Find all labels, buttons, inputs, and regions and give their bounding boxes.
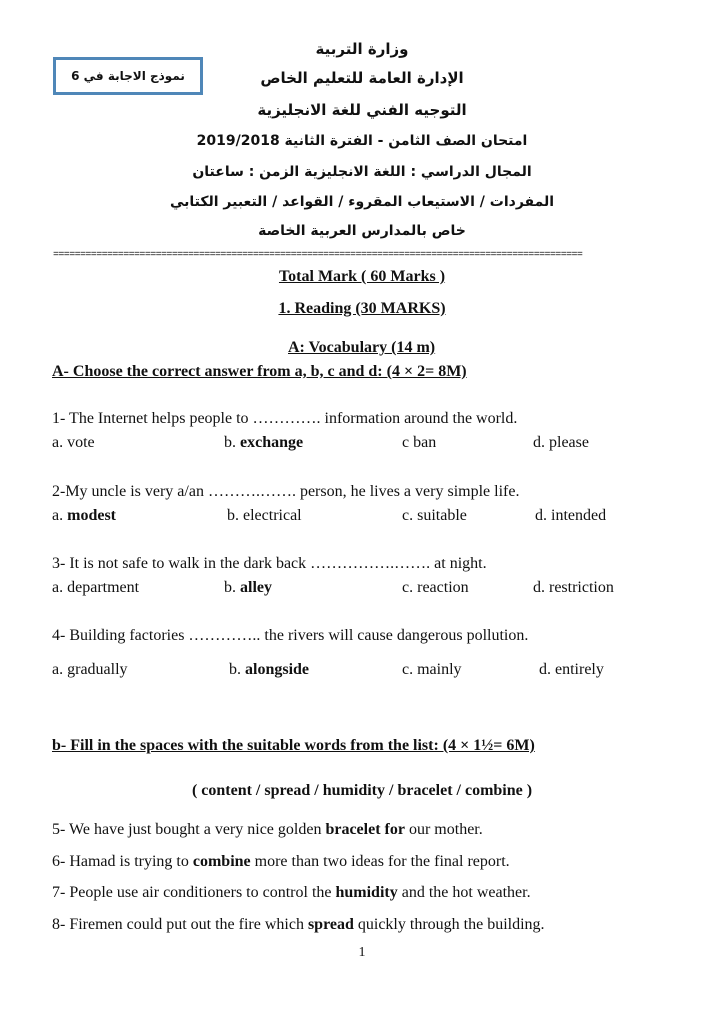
option-d — [539, 661, 604, 679]
page-number: 1 — [358, 945, 366, 960]
word-list: ( content / spread / humidity / bracelet / combine ) — [191, 782, 533, 799]
option-word: alley — [240, 579, 272, 596]
option-letter: d. — [533, 434, 549, 451]
option-letter: a. — [52, 661, 68, 678]
option-word: entirely — [555, 661, 604, 678]
question-stem: 1- The Internet helps people to …………. information around the world. — [52, 410, 518, 427]
option-word: electrical — [243, 507, 302, 524]
option-word: suitable — [417, 507, 467, 524]
sentence-text: 8- Firemen could put out the fire which — [52, 916, 308, 933]
sentence-text: more than two ideas for the final report. — [250, 853, 510, 870]
administration-title: الإدارة العامة للتعليم الخاص — [260, 69, 464, 87]
option-c — [402, 661, 462, 679]
option-word: please — [549, 434, 589, 451]
option-word: modest — [67, 507, 116, 524]
sentence-answer: bracelet for — [325, 821, 405, 838]
question-stem: 4- Building factories ………….. the rivers will cause dangerous pollution. — [52, 627, 529, 644]
option-letter: c. — [402, 579, 418, 596]
option-word: gradually — [67, 661, 128, 678]
option-letter: d. — [533, 579, 549, 596]
option-c — [402, 434, 436, 452]
option-letter: b. — [224, 434, 240, 451]
option-b — [229, 661, 309, 679]
sentence-text: 6- Hamad is trying to — [52, 853, 193, 870]
option-word: exchange — [240, 434, 304, 451]
skills-line: المفردات / الاستيعاب المقروء / القواعد / التعبير الكتابي — [169, 194, 555, 210]
sentence-answer: spread — [307, 916, 354, 933]
sentence-answer: combine — [192, 853, 251, 870]
option-b — [224, 434, 303, 452]
section-b-instruction: b- Fill in the spaces with the suitable words from the list: (4 × 1½= 6M) — [52, 737, 535, 754]
sentence-text: our mother. — [404, 821, 483, 838]
option-letter: a. — [52, 434, 68, 451]
option-letter: b. — [224, 579, 240, 596]
option-d — [535, 507, 606, 525]
option-c — [402, 507, 467, 525]
fill-sentence — [52, 916, 545, 934]
option-word: alongside — [245, 661, 310, 678]
fill-sentence — [52, 884, 531, 902]
option-a — [52, 661, 128, 679]
option-c — [402, 579, 469, 597]
option-letter: a. — [52, 579, 68, 596]
sentence-text: and the hot weather. — [397, 884, 531, 901]
schools-line: خاص بالمدارس العربية الخاصة — [258, 223, 466, 239]
option-word: department — [67, 579, 140, 596]
question-stem: 2-My uncle is very a/an ……….……. person, he lives a very simple life. — [52, 483, 520, 500]
question-stem: 3- It is not safe to walk in the dark back …………….……. at night. — [52, 555, 487, 572]
field-line: المجال الدراسي : اللغة الانجليزية الزمن : ساعتان — [192, 164, 532, 180]
sentence-text: 5- We have just bought a very nice golden — [52, 821, 326, 838]
option-word: mainly — [417, 661, 462, 678]
option-b — [224, 579, 272, 597]
option-word: vote — [67, 434, 95, 451]
option-letter: d. — [535, 507, 551, 524]
total-mark: Total Mark ( 60 Marks ) — [278, 268, 446, 285]
option-a — [52, 579, 139, 597]
option-a — [52, 434, 95, 452]
option-letter: b. — [227, 507, 243, 524]
option-letter: c — [402, 434, 414, 451]
fill-sentence — [52, 853, 510, 871]
option-b — [227, 507, 302, 525]
option-word: reaction — [417, 579, 469, 596]
option-letter: c. — [402, 507, 418, 524]
option-letter: b. — [229, 661, 245, 678]
option-letter: a. — [52, 507, 68, 524]
option-d — [533, 434, 589, 452]
section-a-instruction: A- Choose the correct answer from a, b, c and d: (4 × 2= 8M) — [52, 363, 467, 380]
fill-sentence — [52, 821, 483, 839]
option-a — [52, 507, 116, 525]
option-word: ban — [413, 434, 437, 451]
exam-title: امتحان الصف الثامن - الفترة الثانية 2019/2018 — [196, 133, 528, 149]
sentence-answer: humidity — [335, 884, 398, 901]
option-word: restriction — [549, 579, 614, 596]
option-letter: c. — [402, 661, 418, 678]
separator-line: ================================================================================================== — [53, 250, 583, 261]
vocabulary-title: A: Vocabulary (14 m) — [288, 339, 436, 356]
sentence-text: quickly through the building. — [353, 916, 545, 933]
reading-title: 1. Reading (30 MARKS) — [278, 300, 446, 317]
option-d — [533, 579, 614, 597]
answer-key-badge: نموذج الاجابة في 6 — [53, 57, 203, 95]
option-letter: d. — [539, 661, 555, 678]
guidance-title: التوجيه الفني للغة الانجليزية — [257, 101, 467, 119]
ministry-title: وزارة التربية — [315, 40, 409, 58]
sentence-text: 7- People use air conditioners to control the — [52, 884, 336, 901]
option-word: intended — [551, 507, 607, 524]
